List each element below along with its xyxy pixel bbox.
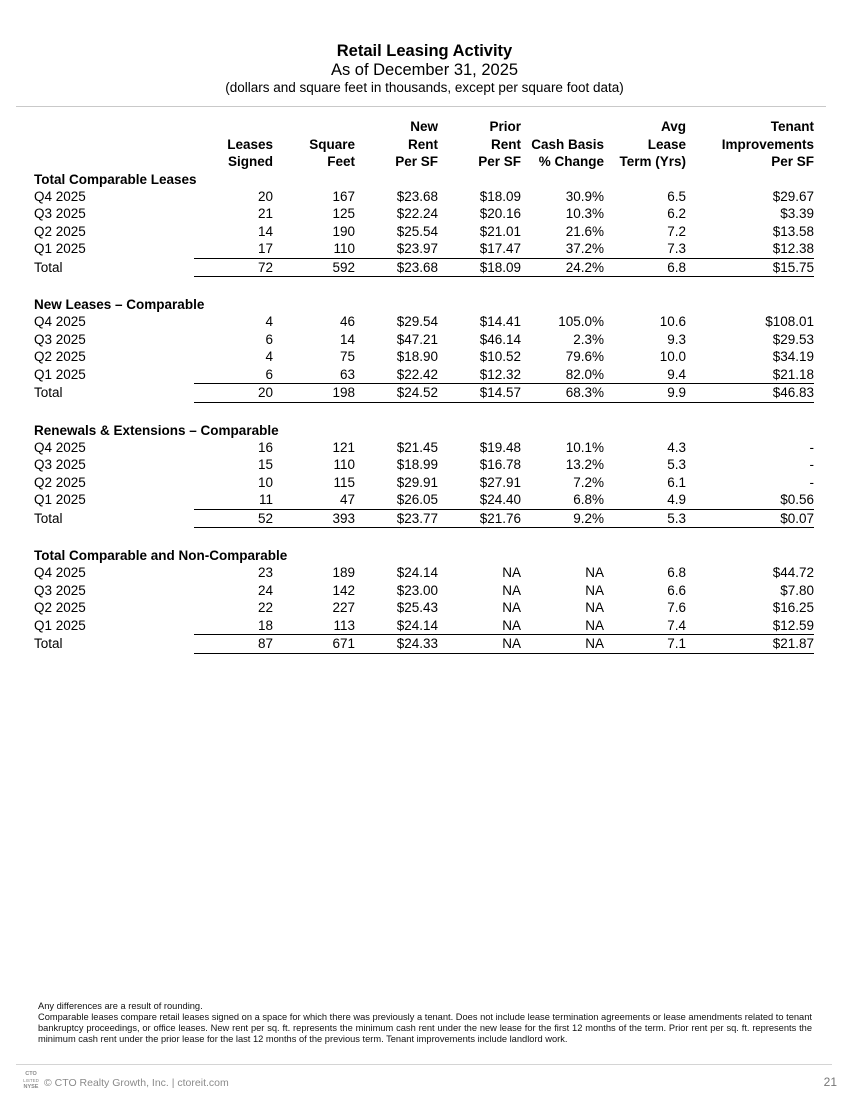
table-row xyxy=(34,474,814,492)
table-cell: $3.39 xyxy=(780,206,814,221)
table-cell: $27.91 xyxy=(479,474,521,490)
table-row xyxy=(34,223,814,241)
table-cell: 113 xyxy=(333,617,355,633)
table-cell: 7.2% xyxy=(573,474,604,490)
table-row xyxy=(34,313,814,331)
total-row xyxy=(34,258,814,277)
section-title: New Leases – Comparable xyxy=(34,297,205,312)
header-divider xyxy=(16,106,826,107)
footnotes xyxy=(38,1001,812,1045)
table-cell: $23.00 xyxy=(396,582,438,598)
table-cell: $23.77 xyxy=(355,509,438,528)
column-header-row xyxy=(34,118,814,171)
column-header: Prior Rent Per SF xyxy=(478,119,521,169)
table-cell: NA xyxy=(585,617,604,633)
table-cell: 5.3 xyxy=(604,509,686,528)
table-cell: $46.83 xyxy=(686,384,814,403)
table-row xyxy=(34,240,814,258)
section-spacer xyxy=(34,402,814,422)
table-cell: $17.47 xyxy=(479,241,521,256)
table-cell: $16.78 xyxy=(479,457,521,472)
table-cell: 24 xyxy=(257,582,273,598)
table-cell: $13.58 xyxy=(772,223,814,239)
table-cell: $24.33 xyxy=(355,635,438,654)
page-title: Retail Leasing Activity xyxy=(336,42,513,60)
table-cell: 30.9% xyxy=(565,188,604,204)
section-header-row xyxy=(34,171,814,188)
table-cell: 110 xyxy=(333,457,355,472)
table-cell: 167 xyxy=(332,188,355,204)
table-cell: $34.19 xyxy=(772,349,814,364)
table-cell: 7.4 xyxy=(667,617,686,633)
table-cell: 52 xyxy=(194,509,273,528)
section-header-row xyxy=(34,296,814,313)
table-cell: $29.91 xyxy=(396,474,438,490)
table-cell: - xyxy=(809,474,814,490)
table-cell: $46.14 xyxy=(479,331,521,347)
table-cell: 68.3% xyxy=(521,384,604,403)
table-cell: $10.52 xyxy=(479,349,521,364)
table-cell: $24.52 xyxy=(355,384,438,403)
table-cell: 47 xyxy=(339,492,355,507)
table-cell: $22.42 xyxy=(396,366,438,382)
table-cell: $44.72 xyxy=(772,565,814,580)
row-label: Total xyxy=(34,259,63,275)
table-cell: $23.68 xyxy=(355,258,438,277)
column-header: Tenant Improvements Per SF xyxy=(721,119,814,169)
row-label: Q3 2025 xyxy=(34,331,86,347)
section-title: Total Comparable Leases xyxy=(34,171,197,187)
table-cell: 10.6 xyxy=(659,314,686,329)
table-cell: $0.56 xyxy=(780,492,814,507)
row-label: Q2 2025 xyxy=(34,223,86,239)
column-header: Cash Basis % Change xyxy=(531,136,604,169)
copyright-text: © CTO Realty Growth, Inc. | ctoreit.com xyxy=(44,1077,229,1089)
table-cell: $7.80 xyxy=(780,582,814,598)
table-cell: NA xyxy=(502,582,521,598)
total-row xyxy=(34,635,814,654)
table-cell: 22 xyxy=(257,600,273,615)
row-label: Q4 2025 xyxy=(34,565,86,580)
table-cell: $108.01 xyxy=(765,314,814,329)
table-cell: $29.53 xyxy=(772,331,814,347)
row-label: Q1 2025 xyxy=(34,366,86,382)
row-label: Q3 2025 xyxy=(34,206,86,221)
table-cell: 79.6% xyxy=(565,349,604,364)
table-cell: 6.8 xyxy=(667,565,686,580)
table-cell: 9.2% xyxy=(521,509,604,528)
row-label: Q1 2025 xyxy=(34,492,86,508)
table-body xyxy=(34,171,814,654)
row-label: Total xyxy=(34,636,63,651)
table-row xyxy=(34,205,814,223)
table-cell: $22.24 xyxy=(396,206,438,221)
table-cell: - xyxy=(809,439,814,455)
table-cell: 6.2 xyxy=(667,206,686,221)
leasing-table xyxy=(34,118,814,654)
table-cell: $12.32 xyxy=(479,366,521,382)
table-cell: 121 xyxy=(332,439,355,455)
label-column-header xyxy=(34,118,194,171)
row-label: Q1 2025 xyxy=(34,617,86,633)
column-header: Leases Signed xyxy=(227,136,273,169)
table-cell: 4.3 xyxy=(667,439,686,455)
table-cell: NA xyxy=(585,582,604,598)
table-cell: $16.25 xyxy=(772,600,814,615)
section-spacer xyxy=(34,277,814,297)
table-cell: 198 xyxy=(273,384,355,403)
column-header: New Rent Per SF xyxy=(395,119,438,169)
row-label: Q2 2025 xyxy=(34,474,86,490)
table-cell: 9.4 xyxy=(667,366,686,382)
table-cell: 16 xyxy=(257,439,273,455)
column-header: Avg Lease Term (Yrs) xyxy=(619,119,686,169)
table-cell: 13.2% xyxy=(565,457,604,472)
table-cell: 10.1% xyxy=(565,439,604,455)
table-cell: 7.2 xyxy=(667,223,686,239)
section-title: Total Comparable and Non-Comparable xyxy=(34,548,288,563)
table-cell: 11 xyxy=(258,492,273,507)
table-cell: 7.6 xyxy=(667,600,686,615)
table-cell: 46 xyxy=(339,314,355,329)
page-subtitle: As of December 31, 2025 xyxy=(330,61,519,79)
row-label: Total xyxy=(34,385,63,400)
table-cell: 5.3 xyxy=(667,457,686,472)
table-cell: $20.16 xyxy=(479,206,521,221)
cto-nyse-logo: CTO LISTED NYSE xyxy=(23,1071,39,1090)
row-label: Q3 2025 xyxy=(34,582,86,598)
table-cell: $18.09 xyxy=(438,258,521,277)
table-cell: 20 xyxy=(194,384,273,403)
table-cell: 37.2% xyxy=(565,241,604,256)
table-cell: 9.3 xyxy=(667,331,686,347)
table-row xyxy=(34,366,814,384)
table-cell: 21.6% xyxy=(565,223,604,239)
section-spacer xyxy=(34,528,814,548)
section-title: Renewals & Extensions – Comparable xyxy=(34,422,279,438)
row-label: Q2 2025 xyxy=(34,349,86,364)
table-cell: $23.68 xyxy=(396,188,438,204)
table-row xyxy=(34,331,814,349)
table-cell: $21.18 xyxy=(772,366,814,382)
table-cell: $12.59 xyxy=(772,617,814,633)
row-label: Q4 2025 xyxy=(34,314,86,329)
section-header-row xyxy=(34,422,814,439)
table-cell: 105.0% xyxy=(558,314,604,329)
table-cell: 82.0% xyxy=(565,366,604,382)
table-cell: 7.1 xyxy=(604,635,686,654)
table-row xyxy=(34,582,814,600)
table-cell: 142 xyxy=(332,582,355,598)
table-cell: 14 xyxy=(339,331,355,347)
table-cell: 393 xyxy=(273,509,355,528)
table-cell: 15 xyxy=(257,457,273,472)
table-cell: 6.8% xyxy=(573,492,604,507)
table-cell: NA xyxy=(521,635,604,654)
row-label: Q3 2025 xyxy=(34,457,86,472)
table-cell: $23.97 xyxy=(396,241,438,256)
column-header: Square Feet xyxy=(309,136,355,169)
table-cell: $24.14 xyxy=(396,617,438,633)
table-cell: 6.1 xyxy=(667,474,686,490)
table-cell: 23 xyxy=(257,565,273,580)
table-cell: 115 xyxy=(333,474,355,490)
table-cell: 18 xyxy=(257,617,273,633)
table-cell: $25.43 xyxy=(396,600,438,615)
total-row xyxy=(34,384,814,403)
table-cell: 4.9 xyxy=(667,492,686,507)
table-row xyxy=(34,491,814,509)
footnote-definitions: Comparable leases compare retail leases signed on a space for which there was previously a tenant. Does not include lease termination agreements or lease amendments related to tenant bankruptcy proceedings, or office leases. New rent per sq. ft. represents the minimum cash rent under the new lease for the first 12 months of the term. Prior rent per sq. ft. represents the minimum cash rent under the prior lease for the last 12 months of the previous term. Tenant improvements include landlord work. xyxy=(38,1012,812,1044)
table-cell: 63 xyxy=(339,366,355,382)
units-note: (dollars and square feet in thousands, except per square foot data) xyxy=(225,80,624,95)
table-cell: $19.48 xyxy=(479,439,521,455)
table-cell: $18.09 xyxy=(479,188,521,204)
table-cell: 20 xyxy=(257,188,273,204)
table-cell: $21.45 xyxy=(396,439,438,455)
table-cell: 4 xyxy=(265,349,273,364)
table-cell: $26.05 xyxy=(396,492,438,507)
table-cell: $25.54 xyxy=(396,223,438,239)
table-cell: 14 xyxy=(257,223,273,239)
table-cell: 227 xyxy=(332,600,355,615)
footnote-rounding: Any differences are a result of rounding. xyxy=(38,1001,203,1011)
table-cell: NA xyxy=(502,600,521,615)
table-cell: 2.3% xyxy=(573,331,604,347)
footer-divider xyxy=(16,1064,832,1065)
row-label: Q2 2025 xyxy=(34,600,86,615)
table-cell: 4 xyxy=(265,314,273,329)
table-cell: 17 xyxy=(257,241,273,256)
table-cell: NA xyxy=(585,565,604,580)
table-cell: 125 xyxy=(332,206,355,221)
table-cell: 72 xyxy=(194,258,273,277)
table-cell: $24.14 xyxy=(396,565,438,580)
table-cell: 592 xyxy=(273,258,355,277)
table-cell: 6.8 xyxy=(604,258,686,277)
row-label: Q1 2025 xyxy=(34,241,86,257)
table-cell: $29.67 xyxy=(772,188,814,204)
table-cell: NA xyxy=(502,617,521,633)
row-label: Q4 2025 xyxy=(34,188,86,204)
table-cell: NA xyxy=(585,600,604,615)
table-cell: $12.38 xyxy=(772,241,814,256)
table-cell: 87 xyxy=(194,635,273,654)
row-label: Q4 2025 xyxy=(34,439,86,455)
title-block xyxy=(0,42,849,96)
table-cell: $47.21 xyxy=(396,331,438,347)
table-row xyxy=(34,348,814,366)
table-cell: 6.5 xyxy=(667,188,686,204)
table-cell: $0.07 xyxy=(686,509,814,528)
table-cell: $14.57 xyxy=(438,384,521,403)
section-header-row xyxy=(34,547,814,564)
table-cell: 10.3% xyxy=(565,206,604,221)
table-cell: $21.87 xyxy=(686,635,814,654)
table-cell: 10.0 xyxy=(659,349,686,364)
table-cell: 21 xyxy=(257,206,273,221)
table-cell: $18.99 xyxy=(396,457,438,472)
table-cell: $14.41 xyxy=(479,314,521,329)
table-cell: 7.3 xyxy=(667,241,686,256)
table-cell: 6.6 xyxy=(667,582,686,598)
row-label: Total xyxy=(34,510,63,526)
table-cell: 189 xyxy=(332,565,355,580)
table-cell: 24.2% xyxy=(521,258,604,277)
table-cell: $21.01 xyxy=(479,223,521,239)
table-row xyxy=(34,188,814,206)
table-row xyxy=(34,439,814,457)
page-number: 21 xyxy=(823,1075,837,1089)
table-cell: 9.9 xyxy=(604,384,686,403)
table-cell: $24.40 xyxy=(479,492,521,507)
table-row xyxy=(34,456,814,474)
total-row xyxy=(34,509,814,528)
table-cell: $29.54 xyxy=(396,314,438,329)
table-cell: 110 xyxy=(333,241,355,256)
table-row xyxy=(34,599,814,617)
table-cell: 190 xyxy=(332,223,355,239)
table-cell: 10 xyxy=(257,474,273,490)
table-cell: NA xyxy=(438,635,521,654)
table-cell: NA xyxy=(502,565,521,580)
table-cell: - xyxy=(809,457,814,472)
table-cell: $21.76 xyxy=(438,509,521,528)
table-row xyxy=(34,564,814,582)
table-cell: 75 xyxy=(339,349,355,364)
table-cell: $18.90 xyxy=(396,349,438,364)
table-cell: 671 xyxy=(273,635,355,654)
table-cell: $15.75 xyxy=(686,258,814,277)
table-cell: 6 xyxy=(265,366,273,382)
table-row xyxy=(34,617,814,635)
table-cell: 6 xyxy=(265,331,273,347)
